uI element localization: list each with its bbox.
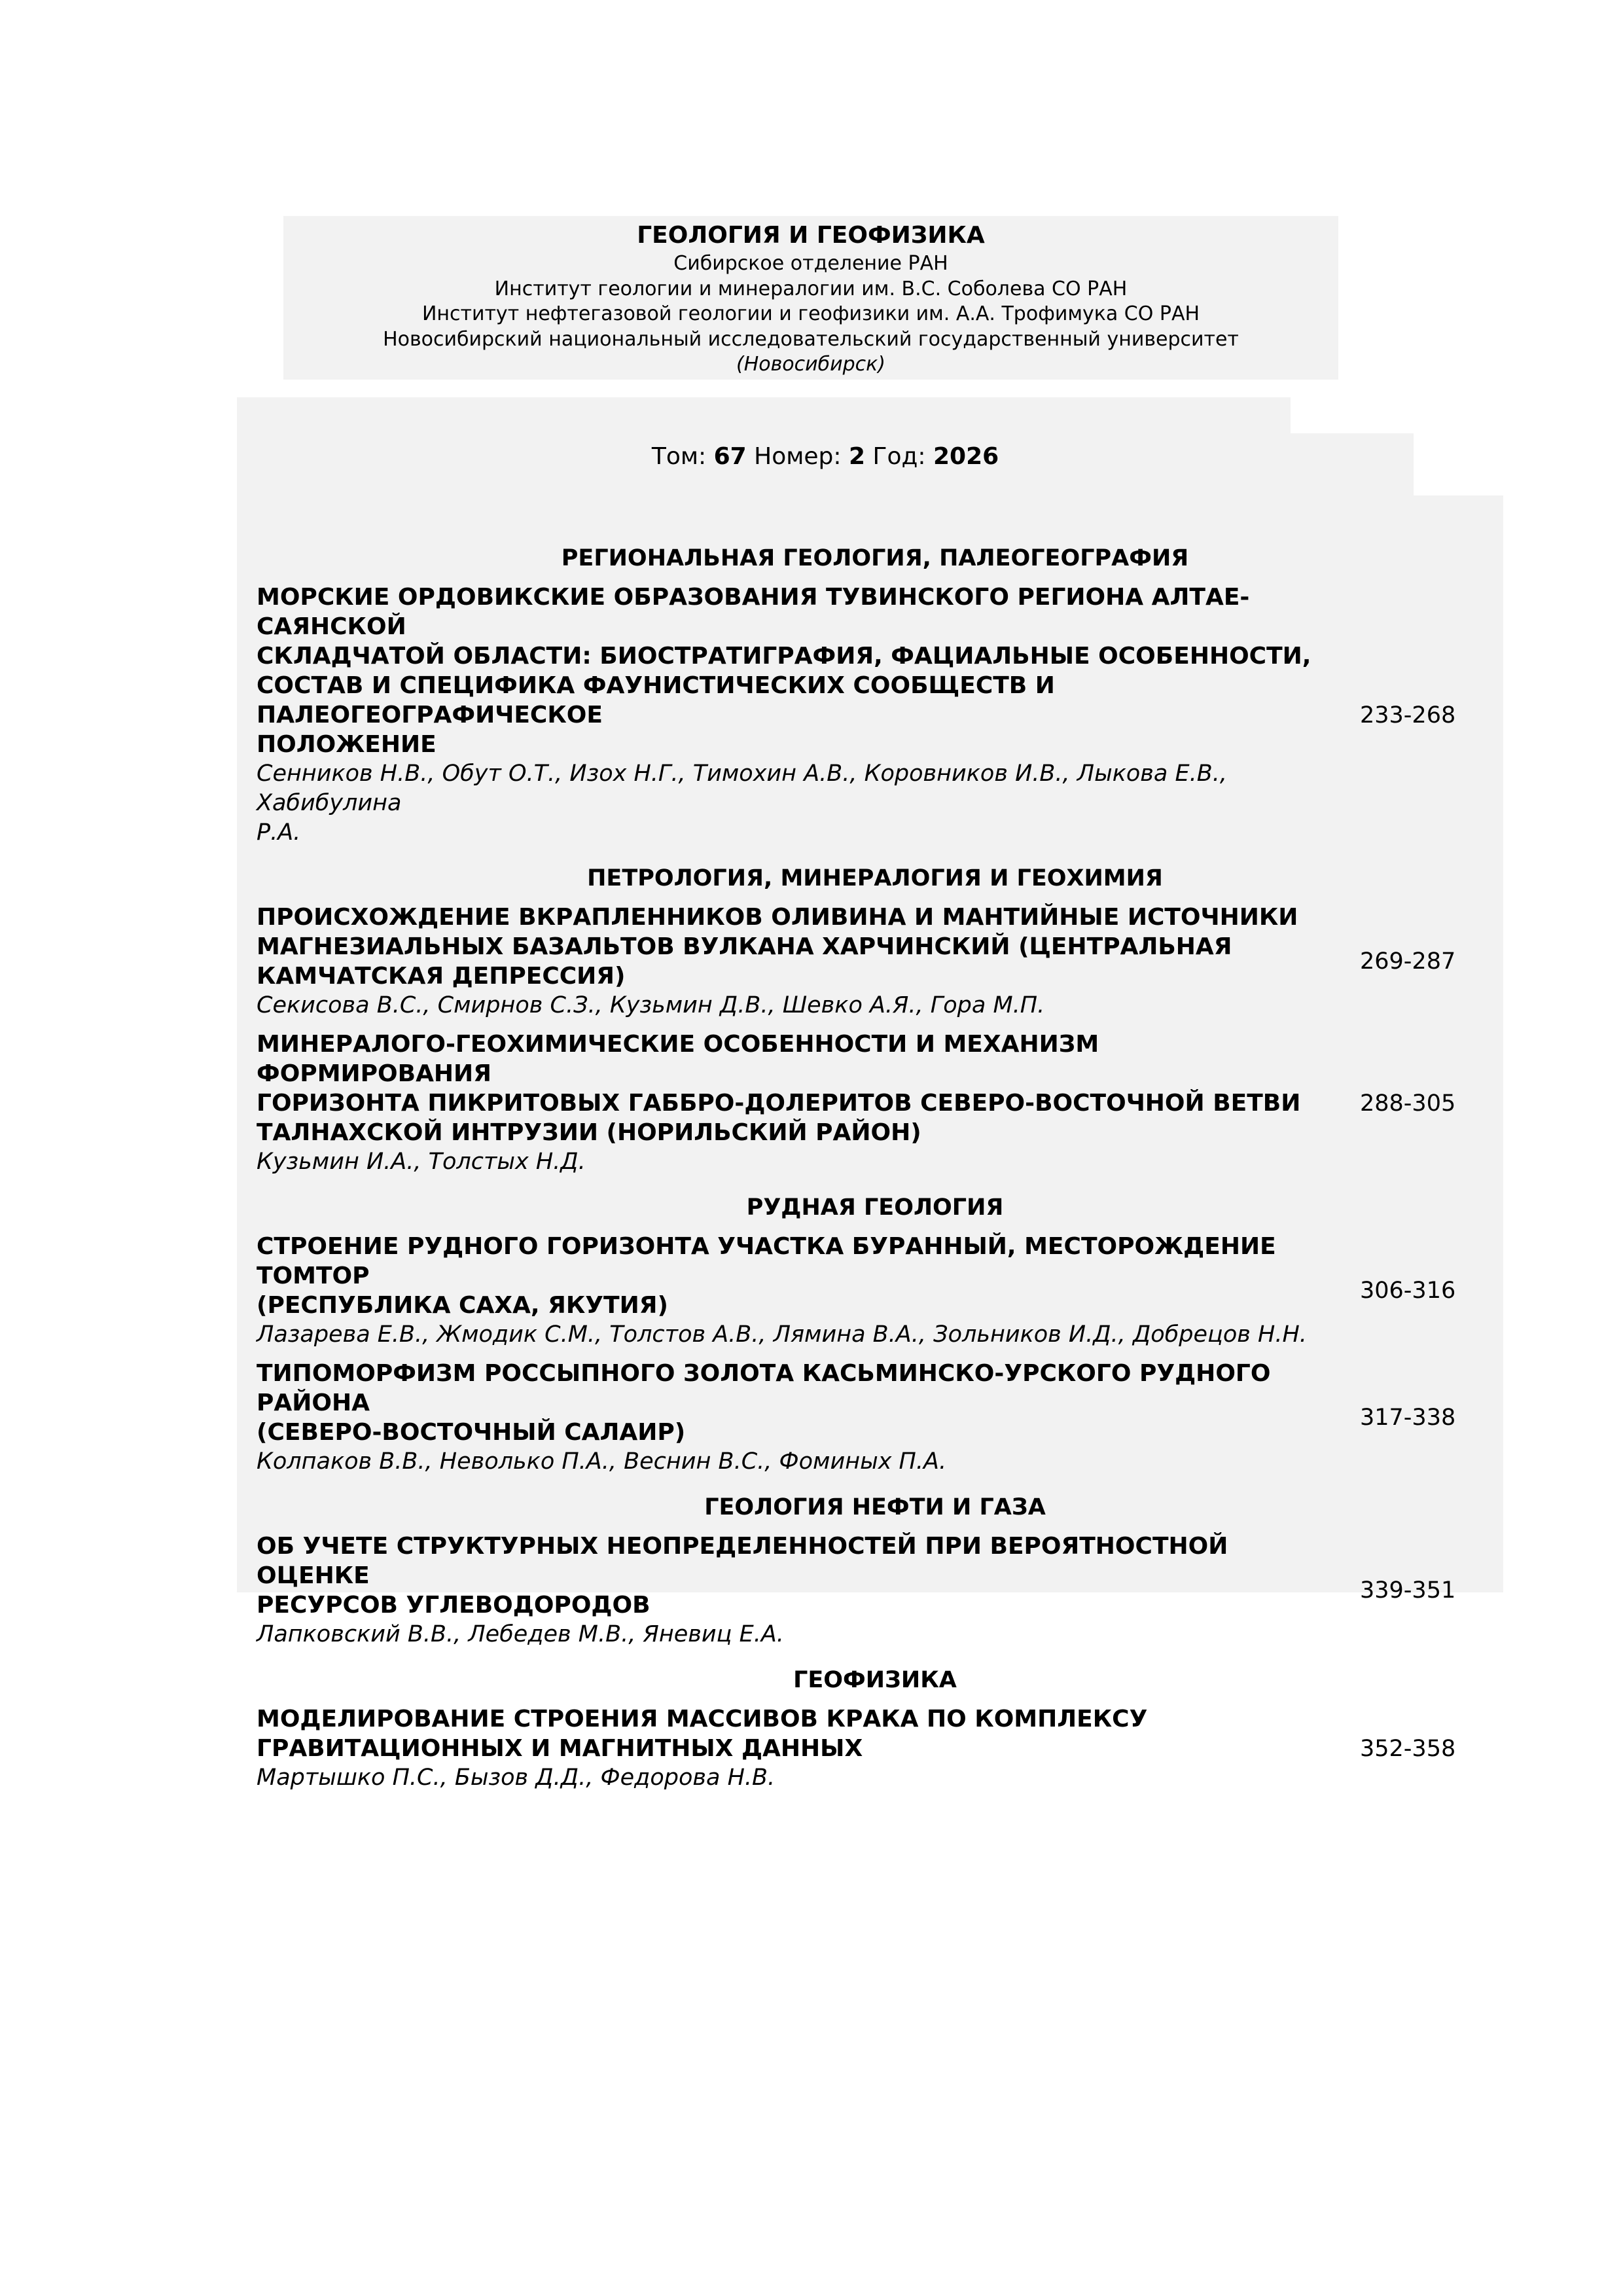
org-line: Сибирское отделение РАН xyxy=(673,252,948,275)
year-label: Год: xyxy=(872,443,926,470)
section-title: РУДНАЯ ГЕОЛОГИЯ xyxy=(746,1194,1004,1221)
article-entry[interactable] xyxy=(257,1030,1503,1177)
article-title-line[interactable]: РЕСУРСОВ УГЛЕВОДОРОДОВ xyxy=(257,1592,651,1619)
article-title-line[interactable]: ГРАВИТАЦИОННЫХ И МАГНИТНЫХ ДАННЫХ xyxy=(257,1735,863,1762)
article-title-line[interactable]: (СЕВЕРО-ВОСТОЧНЫЙ САЛАИР) xyxy=(257,1419,686,1446)
section-title: ГЕОФИЗИКА xyxy=(793,1667,957,1693)
article-entry[interactable] xyxy=(257,1704,1503,1793)
article-entry[interactable] xyxy=(257,1532,1503,1649)
section-title: ГЕОЛОГИЯ НЕФТИ И ГАЗА xyxy=(704,1494,1046,1520)
article-body xyxy=(257,583,1329,848)
background-band xyxy=(237,397,1291,437)
number-label: Номер: xyxy=(754,443,842,470)
volume-value: 67 xyxy=(713,443,747,470)
volume-label: Том: xyxy=(651,443,707,470)
section-title: ПЕТРОЛОГИЯ, МИНЕРАЛОГИЯ И ГЕОХИМИЯ xyxy=(587,865,1163,891)
article-title-line[interactable]: МИНЕРАЛОГО-ГЕОХИМИЧЕСКИЕ ОСОБЕННОСТИ И МЕХАНИЗМ ФОРМИРОВАНИЯ xyxy=(257,1031,1099,1087)
article-body xyxy=(257,1704,1329,1793)
article-title-line[interactable]: ТАЛНАХСКОЙ ИНТРУЗИИ (НОРИЛЬСКИЙ РАЙОН) xyxy=(257,1119,921,1146)
article-body xyxy=(257,1232,1329,1350)
article-pages: 269-287 xyxy=(1360,948,1456,975)
article-authors-line: Кузьмин И.А., Толстых Н.Д. xyxy=(257,1149,586,1175)
article-body xyxy=(257,1030,1329,1177)
article-pages: 233-268 xyxy=(1360,702,1456,728)
section-title: РЕГИОНАЛЬНАЯ ГЕОЛОГИЯ, ПАЛЕОГЕОГРАФИЯ xyxy=(561,545,1189,571)
article-body xyxy=(257,1359,1329,1477)
org-line: Институт геологии и минералогии им. В.С. Соболева СО РАН xyxy=(494,277,1128,300)
article-body xyxy=(257,1532,1329,1649)
article-title-line[interactable]: ТИПОМОРФИЗМ РОССЫПНОГО ЗОЛОТА КАСЬМИНСКО-УРСКОГО РУДНОГО РАЙОНА xyxy=(257,1360,1271,1416)
article-title-line[interactable]: (РЕСПУБЛИКА САХА, ЯКУТИЯ) xyxy=(257,1292,668,1319)
article-pages: 288-305 xyxy=(1360,1090,1456,1117)
article-title-line[interactable]: ПРОИСХОЖДЕНИЕ ВКРАПЛЕННИКОВ ОЛИВИНА И МАНТИЙНЫЕ ИСТОЧНИКИ xyxy=(257,904,1298,931)
article-authors-line: Лапковский В.В., Лебедев М.В., Яневиц Е.А. xyxy=(257,1621,784,1647)
article-title-line[interactable]: МАГНЕЗИАЛЬНЫХ БАЗАЛЬТОВ ВУЛКАНА ХАРЧИНСКИЙ (ЦЕНТРАЛЬНАЯ xyxy=(257,933,1232,960)
table-of-contents xyxy=(257,537,1503,1802)
org-line: Институт нефтегазовой геологии и геофизики им. А.А. Трофимука СО РАН xyxy=(421,302,1200,325)
issue-info xyxy=(237,433,1414,480)
article-authors-line: Лазарева Е.В., Жмодик С.М., Толстов А.В., Лямина В.А., Зольников И.Д., Добрецов Н.Н. xyxy=(257,1321,1307,1348)
article-body xyxy=(257,903,1329,1020)
article-authors-line: Секисова В.С., Смирнов С.З., Кузьмин Д.В., Шевко А.Я., Гора М.П. xyxy=(257,992,1045,1018)
journal-header xyxy=(283,216,1338,380)
article-title-line[interactable]: СТРОЕНИЕ РУДНОГО ГОРИЗОНТА УЧАСТКА БУРАННЫЙ, МЕСТОРОЖДЕНИЕ ТОМТОР xyxy=(257,1233,1276,1289)
article-authors-line: Мартышко П.С., Бызов Д.Д., Федорова Н.В. xyxy=(257,1765,776,1791)
article-title-line[interactable]: МОДЕЛИРОВАНИЕ СТРОЕНИЯ МАССИВОВ КРАКА ПО КОМПЛЕКСУ xyxy=(257,1706,1148,1732)
article-title-line[interactable]: ГОРИЗОНТА ПИКРИТОВЫХ ГАББРО-ДОЛЕРИТОВ СЕВЕРО-ВОСТОЧНОЙ ВЕТВИ xyxy=(257,1090,1301,1117)
article-entry[interactable] xyxy=(257,903,1503,1020)
article-title-line[interactable]: МОРСКИЕ ОРДОВИКСКИЕ ОБРАЗОВАНИЯ ТУВИНСКОГО РЕГИОНА АЛТАЕ-САЯНСКОЙ xyxy=(257,584,1250,640)
article-entry[interactable] xyxy=(257,583,1503,848)
article-pages: 352-358 xyxy=(1360,1735,1456,1762)
article-title-line[interactable]: СКЛАДЧАТОЙ ОБЛАСТИ: БИОСТРАТИГРАФИЯ, ФАЦИАЛЬНЫЕ ОСОБЕННОСТИ, xyxy=(257,643,1311,670)
article-pages: 339-351 xyxy=(1360,1577,1456,1604)
article-title-line[interactable]: СОСТАВ И СПЕЦИФИКА ФАУНИСТИЧЕСКИХ СООБЩЕСТВ И ПАЛЕОГЕОГРАФИЧЕСКОЕ xyxy=(257,672,1055,728)
year-value: 2026 xyxy=(933,443,999,470)
article-title-line[interactable]: КАМЧАТСКАЯ ДЕПРЕССИЯ) xyxy=(257,963,626,990)
article-title-line[interactable]: ОБ УЧЕТЕ СТРУКТУРНЫХ НЕОПРЕДЕЛЕННОСТЕЙ ПРИ ВЕРОЯТНОСТНОЙ ОЦЕНКЕ xyxy=(257,1533,1228,1589)
number-value: 2 xyxy=(849,443,866,470)
article-authors-line: Колпаков В.В., Неволько П.А., Веснин В.С., Фоминых П.А. xyxy=(257,1448,947,1475)
journal-title: ГЕОЛОГИЯ И ГЕОФИЗИКА xyxy=(637,222,985,249)
article-entry[interactable] xyxy=(257,1232,1503,1350)
article-pages: 317-338 xyxy=(1360,1405,1456,1431)
article-title-line[interactable]: ПОЛОЖЕНИЕ xyxy=(257,731,437,758)
article-entry[interactable] xyxy=(257,1359,1503,1477)
article-authors-line: Сенников Н.В., Обут О.Т., Изох Н.Г., Тимохин А.В., Коровников И.В., Лыкова Е.В., Хабибулина xyxy=(257,761,1228,816)
org-line: Новосибирский национальный исследовательский государственный университет xyxy=(383,327,1239,351)
article-pages: 306-316 xyxy=(1360,1278,1456,1304)
city-line: (Новосибирск) xyxy=(736,353,885,376)
article-authors-line: Р.А. xyxy=(257,819,301,846)
